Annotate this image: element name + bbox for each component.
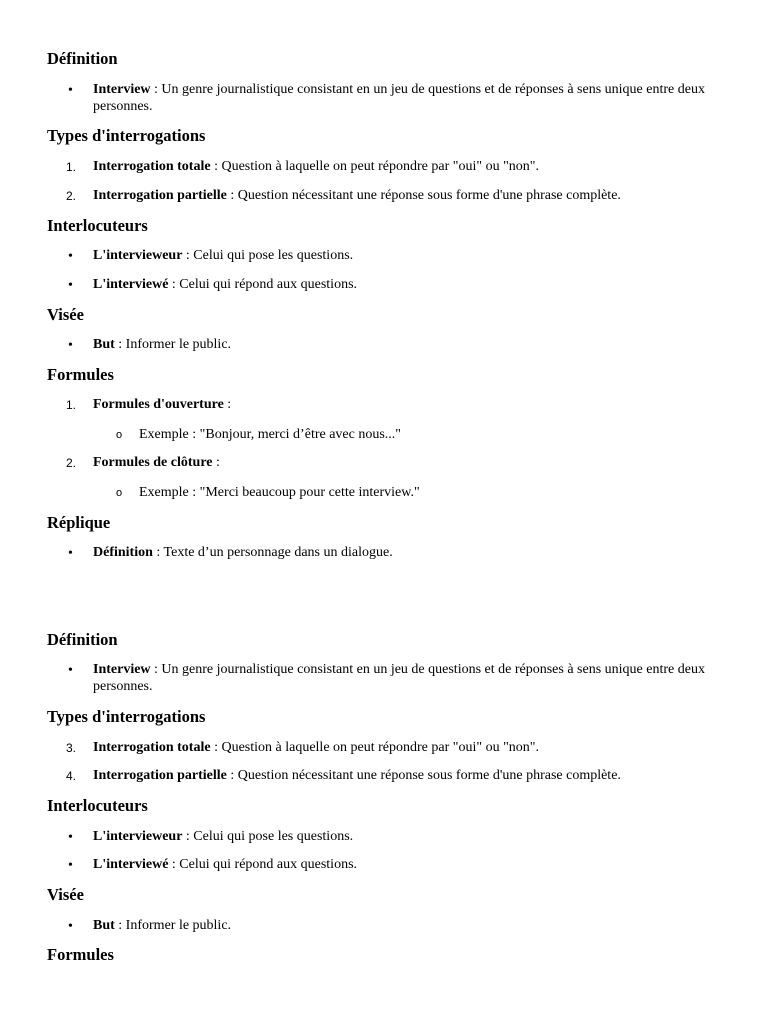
bullet-marker: • xyxy=(68,278,73,293)
bullet-marker: • xyxy=(68,249,73,264)
list-item-intervieweur xyxy=(93,828,718,845)
list-item-intervieweur xyxy=(93,247,718,264)
heading-interlocuteurs: Interlocuteurs xyxy=(47,796,148,815)
bullet-marker: • xyxy=(68,338,73,353)
term-intervieweur: L'intervieweur xyxy=(93,248,183,263)
term-interrogation-totale: Interrogation totale xyxy=(93,159,211,174)
circle-marker: o xyxy=(116,429,123,441)
heading-definition: Définition xyxy=(47,630,118,649)
heading-formules: Formules xyxy=(47,945,114,964)
text-interview: : Un genre journalistique consistant en un jeu de questions et de réponses à sens unique entre deux personnes. xyxy=(93,82,705,114)
heading-types-interrogations: Types d'interrogations xyxy=(47,126,206,145)
text-formules-cloture: : xyxy=(212,455,220,470)
term-interview: Interview xyxy=(93,662,151,677)
list-item-interrogation-partielle xyxy=(93,767,718,784)
list-item-interrogation-totale xyxy=(93,158,718,175)
sub-item-exemple-ouverture: Exemple : "Bonjour, merci d’être avec nous..." xyxy=(139,427,402,442)
list-item-interrogation-partielle xyxy=(93,187,718,204)
text-intervieweur: : Celui qui pose les questions. xyxy=(182,248,354,263)
text-interrogation-partielle: : Question nécessitant une réponse sous forme d'une phrase complète. xyxy=(226,768,621,783)
heading-interlocuteurs: Interlocuteurs xyxy=(47,216,148,235)
heading-formules: Formules xyxy=(47,365,114,384)
bullet-marker: • xyxy=(68,830,73,845)
term-interrogation-totale: Interrogation totale xyxy=(93,740,211,755)
term-formules-ouverture: Formules d'ouverture xyxy=(93,397,224,412)
heading-definition: Définition xyxy=(47,49,118,68)
term-interviewe: L'interviewé xyxy=(93,277,169,292)
list-item-formules-cloture xyxy=(93,454,718,471)
text-but: : Informer le public. xyxy=(114,918,232,933)
term-interrogation-partielle: Interrogation partielle xyxy=(93,188,227,203)
list-item-formules-ouverture xyxy=(93,396,718,413)
heading-types-interrogations: Types d'interrogations xyxy=(47,707,206,726)
bullet-marker: • xyxy=(68,919,73,934)
list-number: 2. xyxy=(66,456,77,470)
sub-item-exemple-cloture: Exemple : "Merci beaucoup pour cette interview." xyxy=(139,485,420,500)
text-interviewe: : Celui qui répond aux questions. xyxy=(168,857,358,872)
text-interviewe: : Celui qui répond aux questions. xyxy=(168,277,358,292)
heading-visee: Visée xyxy=(47,305,84,324)
term-formules-cloture: Formules de clôture xyxy=(93,455,213,470)
bullet-marker: • xyxy=(68,83,73,98)
text-interview: : Un genre journalistique consistant en un jeu de questions et de réponses à sens unique entre deux personnes. xyxy=(93,662,705,694)
text-but: : Informer le public. xyxy=(114,337,232,352)
list-item-interview xyxy=(93,661,718,695)
list-item-definition-replique xyxy=(93,544,718,561)
text-formules-ouverture: : xyxy=(223,397,232,412)
term-interview: Interview xyxy=(93,82,151,97)
list-number: 2. xyxy=(66,189,77,203)
circle-marker: o xyxy=(116,487,123,499)
list-item-interrogation-totale xyxy=(93,739,718,756)
list-item-but xyxy=(93,917,718,934)
text-interrogation-totale: : Question à laquelle on peut répondre par "oui" ou "non". xyxy=(210,740,540,755)
term-but: But xyxy=(93,918,115,933)
term-interviewe: L'interviewé xyxy=(93,857,169,872)
bullet-marker: • xyxy=(68,663,73,678)
list-item-interview xyxy=(93,81,718,115)
list-number: 1. xyxy=(66,160,77,174)
text-definition-replique: : Texte d’un personnage dans un dialogue. xyxy=(152,545,393,560)
list-item-but xyxy=(93,336,718,353)
text-intervieweur: : Celui qui pose les questions. xyxy=(182,829,354,844)
list-number: 4. xyxy=(66,769,77,783)
text-interrogation-partielle: : Question nécessitant une réponse sous forme d'une phrase complète. xyxy=(226,188,621,203)
term-intervieweur: L'intervieweur xyxy=(93,829,183,844)
heading-replique: Réplique xyxy=(47,513,111,532)
heading-visee: Visée xyxy=(47,885,84,904)
term-but: But xyxy=(93,337,115,352)
bullet-marker: • xyxy=(68,858,73,873)
term-interrogation-partielle: Interrogation partielle xyxy=(93,768,227,783)
list-number: 3. xyxy=(66,741,77,755)
text-interrogation-totale: : Question à laquelle on peut répondre par "oui" ou "non". xyxy=(210,159,540,174)
list-number: 1. xyxy=(66,398,77,412)
list-item-interviewe xyxy=(93,856,718,873)
list-item-interviewe xyxy=(93,276,718,293)
term-definition-replique: Définition xyxy=(93,545,153,560)
bullet-marker: • xyxy=(68,546,73,561)
